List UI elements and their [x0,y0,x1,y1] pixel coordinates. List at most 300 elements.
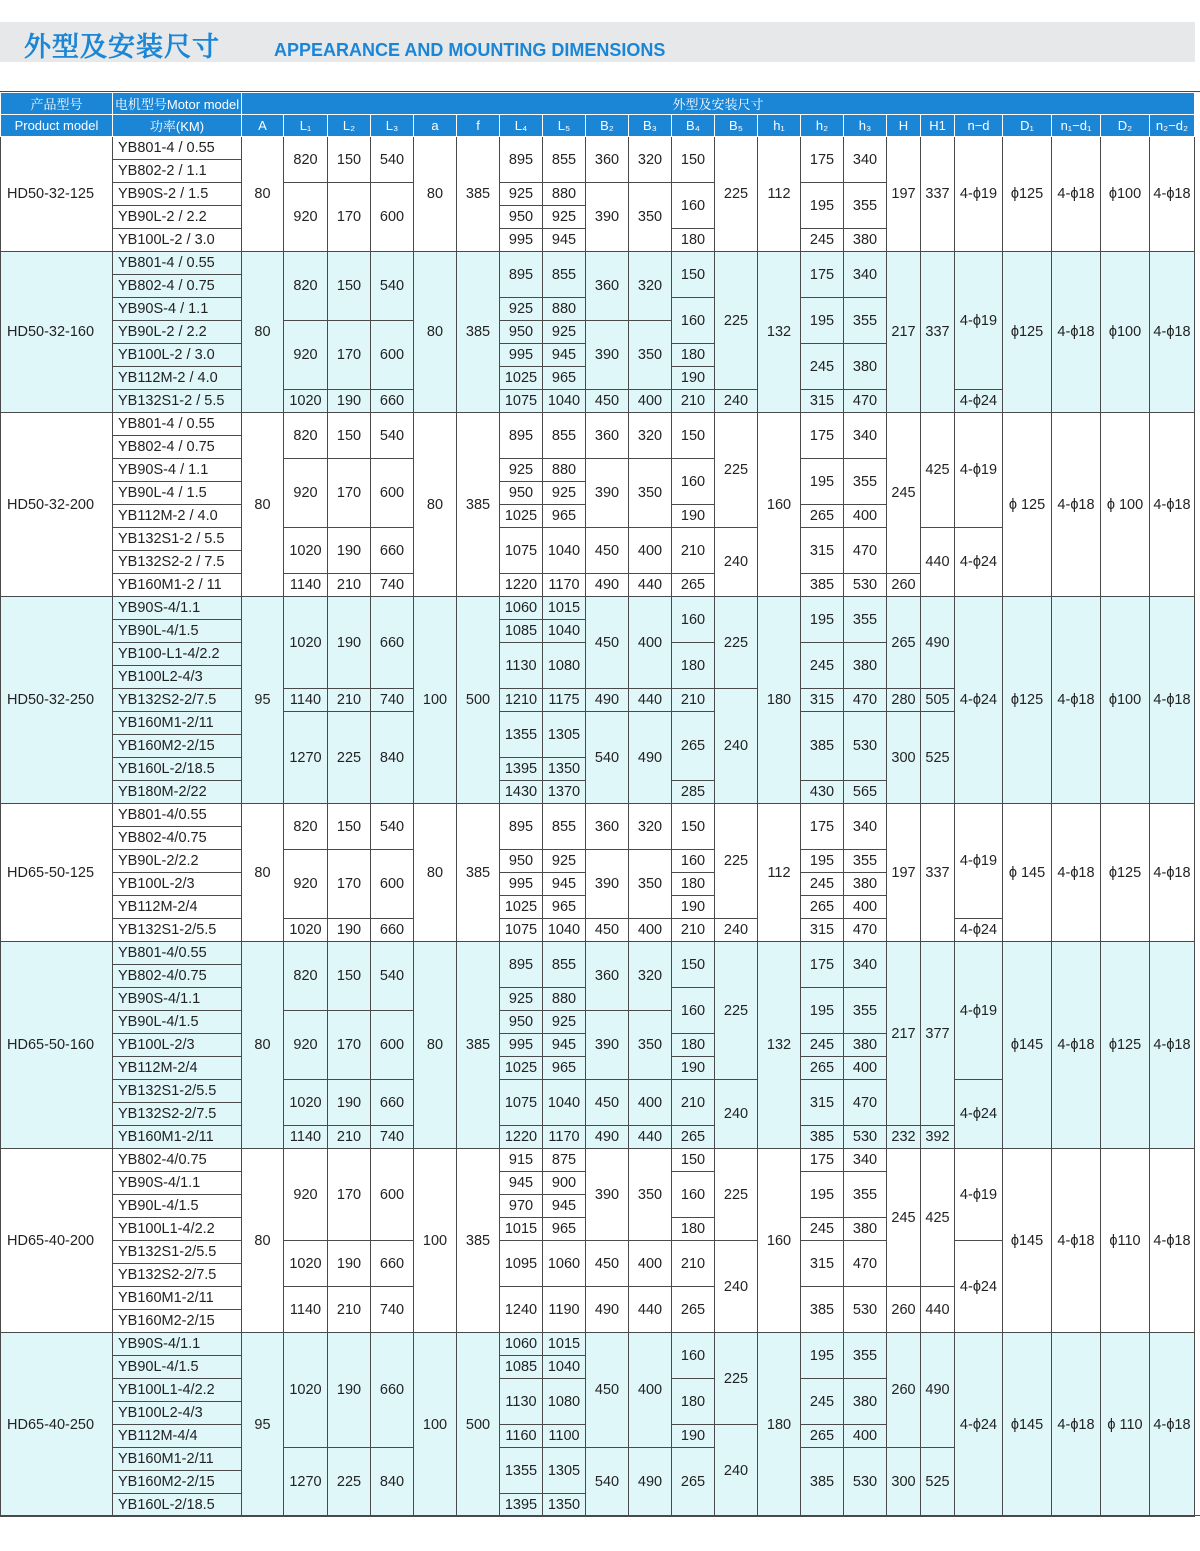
dimension-cell: 190 [328,919,371,942]
dimension-cell: 1025 [500,367,543,390]
table-row [1,1149,1195,1172]
dimension-cell: 80 [242,1149,284,1333]
dimension-cell: 600 [371,1149,414,1241]
dimension-cell: 95 [242,597,284,804]
dimension-cell: 80 [414,137,457,252]
dimension-cell: 320 [629,137,672,183]
dimension-cell: 195 [801,183,844,229]
dimension-cell: 170 [328,183,371,252]
dimension-cell: 315 [801,1241,844,1287]
dimension-cell: 1160 [500,1425,543,1448]
dimension-cell: 225 [715,597,758,689]
dimension-cell: 4-ϕ19 [955,252,1003,390]
dimension-cell: 380 [844,873,887,896]
header-col-16: h₃ [844,115,887,137]
dimension-cell: 100 [414,597,457,804]
dimension-cell: 4-ϕ18 [1150,1149,1195,1333]
dimension-cell: 440 [921,528,955,597]
dimension-cell: 320 [629,413,672,459]
dimension-cell: 80 [242,413,284,597]
dimension-cell: 390 [586,459,629,528]
dimension-cell: 995 [500,1034,543,1057]
dimension-cell: 1430 [500,781,543,804]
dimension-cell: 195 [801,850,844,873]
dimension-cell: 430 [801,781,844,804]
dimension-cell: 385 [801,574,844,597]
header-col-14: h₁ [758,115,801,137]
dimension-cell: 197 [887,137,921,252]
dimension-cell: 1020 [284,1241,328,1287]
table-row [1,252,1195,275]
dimension-cell: 950 [500,1011,543,1034]
dimension-cell: 95 [242,1333,284,1517]
motor-power-cell: YB90S-4/1.1 [113,1333,242,1356]
dimension-cell: 400 [844,896,887,919]
motor-power-cell: YB802-4/0.75 [113,965,242,988]
dimension-cell: 385 [801,1126,844,1149]
dimension-cell: 260 [887,574,921,597]
motor-power-cell: YB90L-4/1.5 [113,1356,242,1379]
dimension-cell: 4-ϕ24 [955,390,1003,413]
dimension-cell: 160 [758,413,801,597]
dimension-cell: 1220 [500,1126,543,1149]
dimension-cell: 245 [887,1149,921,1287]
dimension-cell: 150 [672,137,715,183]
dimension-cell: 740 [371,1287,414,1333]
dimension-cell: 600 [371,459,414,528]
dimension-cell: 175 [801,942,844,988]
dimension-cell: 4-ϕ24 [955,1241,1003,1333]
motor-power-cell: YB132S1-2 / 5.5 [113,528,242,551]
dimension-cell: 360 [586,252,629,321]
dimension-cell: 180 [758,597,801,804]
dimension-cell: 925 [543,321,586,344]
dimension-cell: 337 [921,804,955,942]
dimension-cell: 337 [921,252,955,413]
dimension-cell: 355 [844,850,887,873]
dimension-cell: ϕ145 [1003,1149,1052,1333]
dimension-cell: 225 [328,1448,371,1517]
dimension-cell: 4-ϕ18 [1052,413,1101,597]
motor-power-cell: YB132S2-2/7.5 [113,1264,242,1287]
motor-power-cell: YB90S-4 / 1.1 [113,459,242,482]
dimension-cell: 970 [500,1195,543,1218]
dimension-cell: 600 [371,321,414,390]
dimension-cell: 660 [371,390,414,413]
motor-power-cell: YB90L-2 / 2.2 [113,206,242,229]
motor-power-cell: YB802-4/0.75 [113,827,242,850]
dimension-cell: 1025 [500,505,543,528]
dimension-cell: 1175 [543,689,586,712]
header-col-1: 功率(KM) [113,115,242,137]
dimension-cell: 225 [715,1149,758,1241]
dimension-cell: 470 [844,390,887,413]
dimension-cell: 945 [543,229,586,252]
dimension-cell: 740 [371,689,414,712]
motor-power-cell: YB160M2-2/15 [113,1471,242,1494]
dimension-cell: 210 [328,689,371,712]
dimension-cell: 265 [672,1287,715,1333]
header-col-10: B₂ [586,115,629,137]
dimension-cell: 180 [672,1034,715,1057]
dimension-cell: 895 [500,942,543,988]
dimension-cell: 210 [672,689,715,712]
dimension-cell: 1020 [284,1080,328,1126]
dimension-cell: 180 [672,1218,715,1241]
dimension-cell: 360 [586,942,629,1011]
dimension-cell: 4-ϕ19 [955,137,1003,252]
dimension-cell: 390 [586,1011,629,1080]
dimension-cell: 225 [328,712,371,804]
dimension-cell: 4-ϕ18 [1052,942,1101,1149]
dimension-cell: 470 [844,1080,887,1126]
dimension-cell: 1305 [543,1448,586,1494]
dimension-cell: 945 [543,873,586,896]
dimension-cell: 995 [500,229,543,252]
dimension-cell: 1395 [500,1494,543,1517]
dimension-cell: 1015 [543,1333,586,1356]
dimension-cell: 470 [844,689,887,712]
dimension-cell: 225 [715,804,758,919]
dimension-cell: 150 [328,413,371,459]
dimension-cell: 380 [844,643,887,689]
dimension-cell: 100 [414,1149,457,1333]
dimension-cell: 1075 [500,390,543,413]
dimension-cell: 1355 [500,712,543,758]
dimension-cell: 4-ϕ18 [1150,252,1195,413]
motor-power-cell: YB90S-4 / 1.1 [113,298,242,321]
dimension-cell: 565 [844,781,887,804]
dimension-cell: 315 [801,528,844,574]
motor-power-cell: YB160M1-2/11 [113,1287,242,1310]
dimension-cell: 350 [629,1149,672,1241]
dimension-cell: 965 [543,505,586,528]
dimension-cell: 390 [586,850,629,919]
dimension-cell: 390 [586,183,629,252]
dimension-cell: 1140 [284,574,328,597]
motor-power-cell: YB132S2-2/7.5 [113,1103,242,1126]
dimension-cell: 160 [672,988,715,1034]
dimension-cell: 440 [921,1287,955,1333]
dimension-cell: 180 [672,1379,715,1425]
dimension-cell: 450 [586,528,629,574]
dimension-cell: 820 [284,804,328,850]
dimension-cell: 340 [844,137,887,183]
dimension-cell: 265 [672,574,715,597]
header-motor-model: 电机型号Motor model [113,93,242,115]
motor-power-cell: YB132S1-2/5.5 [113,1080,242,1103]
dimension-cell: ϕ145 [1003,942,1052,1149]
product-model-cell: HD50-32-160 [1,252,113,413]
dimension-cell: 160 [672,597,715,643]
dimension-cell: 1015 [500,1218,543,1241]
dimension-cell: 175 [801,804,844,850]
dimension-cell: 400 [629,390,672,413]
dimension-cell: 1140 [284,1287,328,1333]
table-row [1,137,1195,160]
dimension-cell: 385 [801,1448,844,1517]
dimension-cell: 195 [801,298,844,344]
dimension-cell: 540 [371,413,414,459]
dimension-cell: 160 [672,298,715,344]
dimension-cell: 175 [801,137,844,183]
dimension-cell: 925 [543,206,586,229]
dimension-cell: 240 [715,1241,758,1333]
dimension-cell: 440 [629,1126,672,1149]
dimension-cell: 950 [500,206,543,229]
dimension-cell: 265 [801,505,844,528]
dimension-cell: 965 [543,367,586,390]
dimensions-table [0,92,1195,1517]
dimension-cell: 1080 [543,643,586,689]
motor-power-cell: YB801-4 / 0.55 [113,252,242,275]
motor-power-cell: YB180M-2/22 [113,781,242,804]
dimension-cell: 300 [887,712,921,804]
dimension-cell: 450 [586,1241,629,1287]
motor-power-cell: YB132S1-2 / 5.5 [113,390,242,413]
dimension-cell: 920 [284,1011,328,1080]
dimension-cell: 880 [543,459,586,482]
motor-power-cell: YB801-4 / 0.55 [113,137,242,160]
dimension-cell: 950 [500,850,543,873]
dimension-cell: 1080 [543,1379,586,1425]
dimension-cell: ϕ 110 [1101,1333,1150,1517]
dimension-cell: 380 [844,1218,887,1241]
dimension-cell: 385 [457,413,500,597]
dimension-cell: 190 [328,390,371,413]
dimension-cell: 240 [715,1425,758,1517]
dimension-cell: 840 [371,1448,414,1517]
dimension-cell: 175 [801,413,844,459]
dimension-cell: 265 [672,1126,715,1149]
dimension-cell: 525 [921,712,955,804]
dimension-cell: 360 [586,804,629,850]
dimension-cell: 170 [328,321,371,390]
dimension-cell: 1075 [500,528,543,574]
motor-power-cell: YB132S2-2 / 7.5 [113,551,242,574]
dimension-cell: 945 [543,344,586,367]
dimension-cell: 180 [672,344,715,367]
dimension-cell: 300 [887,1448,921,1517]
motor-power-cell: YB90S-2 / 1.5 [113,183,242,206]
dimension-cell: 4-ϕ18 [1150,137,1195,252]
dimension-cell: 232 [887,1126,921,1149]
dimension-cell: 1085 [500,1356,543,1379]
motor-power-cell: YB90L-4/1.5 [113,1195,242,1218]
dimension-cell: 360 [586,137,629,183]
dimension-cell: 400 [629,1080,672,1126]
dimension-cell: 660 [371,597,414,689]
dimension-cell: 4-ϕ24 [955,919,1003,942]
dimension-cell: 450 [586,390,629,413]
table-top-rule [0,91,1200,92]
dimension-cell: 540 [586,712,629,804]
product-model-cell: HD65-40-200 [1,1149,113,1333]
dimension-cell: 80 [414,252,457,413]
dimension-cell: 490 [921,597,955,689]
dimension-cell: 265 [672,1448,715,1517]
dimension-cell: 355 [844,1333,887,1379]
dimension-cell: 385 [457,942,500,1149]
dimension-cell: ϕ 145 [1003,804,1052,942]
header-dimensions: 外型及安装尺寸 [242,93,1195,115]
dimension-cell: 392 [921,1126,955,1149]
dimension-cell: 895 [500,804,543,850]
dimension-cell: 1075 [500,919,543,942]
motor-power-cell: YB90S-4/1.1 [113,1172,242,1195]
dimension-cell: 540 [371,804,414,850]
dimension-cell: 1270 [284,712,328,804]
dimension-cell: 855 [543,252,586,298]
dimension-cell: 1355 [500,1448,543,1494]
dimension-cell: 190 [672,367,715,390]
dimension-cell: 540 [371,942,414,1011]
header-col-2: A [242,115,284,137]
dimension-cell: 245 [801,229,844,252]
dimension-cell: 600 [371,1011,414,1080]
dimension-cell: ϕ145 [1003,1333,1052,1517]
dimension-cell: 540 [371,137,414,183]
dimension-cell: 210 [672,1080,715,1126]
page-title-en: APPEARANCE AND MOUNTING DIMENSIONS [274,40,666,60]
dimension-cell: 895 [500,137,543,183]
dimension-cell: 855 [543,413,586,459]
dimension-cell: 660 [371,1241,414,1287]
header-col-8: L₄ [500,115,543,137]
motor-power-cell: YB112M-2/4 [113,896,242,919]
dimension-cell: 400 [844,505,887,528]
dimension-cell: 340 [844,413,887,459]
dimension-cell: 855 [543,942,586,988]
dimension-cell: 1060 [500,597,543,620]
dimension-cell: 1020 [284,528,328,574]
dimension-cell: 150 [672,942,715,988]
dimension-cell: 530 [844,1287,887,1333]
dimension-cell: 210 [328,1126,371,1149]
motor-power-cell: YB100L1-4/2.2 [113,1218,242,1241]
dimension-cell: 400 [844,1425,887,1448]
dimension-cell: 470 [844,528,887,574]
dimension-cell: 160 [758,1149,801,1333]
motor-power-cell: YB801-4/0.55 [113,804,242,827]
dimension-cell: 1020 [284,919,328,942]
dimension-cell: 380 [844,344,887,390]
motor-power-cell: YB100L-2/3 [113,1034,242,1057]
dimension-cell: 380 [844,1379,887,1425]
dimension-cell: 1025 [500,1057,543,1080]
header-product-cn: 产品型号 [1,93,113,115]
dimension-cell: 945 [543,1034,586,1057]
product-model-cell: HD65-40-250 [1,1333,113,1517]
dimension-cell: 265 [801,896,844,919]
dimension-cell: 600 [371,850,414,919]
dimension-cell: 355 [844,183,887,229]
dimension-cell: 440 [629,1287,672,1333]
dimension-cell: 425 [921,1149,955,1287]
dimension-cell: 4-ϕ24 [955,1333,1003,1517]
dimension-cell: 245 [801,1218,844,1241]
dimension-cell: 965 [543,896,586,919]
dimension-cell: 500 [457,597,500,804]
dimension-cell: 385 [457,252,500,413]
dimension-cell: 1170 [543,1126,586,1149]
header-col-17: H [887,115,921,137]
motor-power-cell: YB90L-4/1.5 [113,1011,242,1034]
dimension-cell: 160 [672,850,715,873]
dimension-cell: 505 [921,689,955,712]
motor-power-cell: YB100L-2 / 3.0 [113,344,242,367]
dimension-cell: 190 [328,1241,371,1287]
motor-power-cell: YB160M1-2 / 11 [113,574,242,597]
dimension-cell: ϕ125 [1003,252,1052,413]
dimension-cell: 190 [672,1425,715,1448]
dimension-cell: 4-ϕ24 [955,528,1003,597]
dimension-cell: 740 [371,1126,414,1149]
dimension-cell: 350 [629,183,672,252]
header-col-13: B₅ [715,115,758,137]
dimension-cell: ϕ110 [1101,1149,1150,1333]
motor-power-cell: YB112M-4/4 [113,1425,242,1448]
dimension-cell: 470 [844,919,887,942]
dimension-cell: 175 [801,252,844,298]
dimension-cell: 1085 [500,620,543,643]
motor-power-cell: YB112M-2 / 4.0 [113,505,242,528]
dimension-cell: 925 [500,298,543,321]
motor-power-cell: YB160L-2/18.5 [113,758,242,781]
dimension-cell: 160 [672,183,715,229]
dimension-cell: 4-ϕ18 [1150,413,1195,597]
dimension-cell: 355 [844,1172,887,1218]
table-row [1,597,1195,620]
product-model-cell: HD50-32-200 [1,413,113,597]
dimension-cell: 530 [844,1126,887,1149]
motor-power-cell: YB160M1-2/11 [113,712,242,735]
dimension-cell: 80 [242,804,284,942]
dimension-cell: ϕ 100 [1101,413,1150,597]
dimension-cell: 170 [328,1011,371,1080]
dimension-cell: 245 [801,873,844,896]
dimension-cell: 160 [672,1333,715,1379]
dimension-cell: 400 [629,919,672,942]
dimension-cell: 540 [371,252,414,321]
dimension-cell: 190 [328,528,371,574]
dimension-cell: 80 [242,252,284,413]
dimension-cell: 1060 [500,1333,543,1356]
dimension-cell: 490 [586,1287,629,1333]
table-bottom-rule [0,1515,1200,1516]
dimension-cell: 190 [672,896,715,919]
motor-power-cell: YB801-4/0.55 [113,942,242,965]
dimension-cell: 1370 [543,781,586,804]
dimension-cell: 490 [586,574,629,597]
dimension-cell: 530 [844,712,887,781]
dimension-cell: 175 [801,1149,844,1172]
dimension-cell: 280 [887,689,921,712]
motor-power-cell: YB100L1-4/2.2 [113,1379,242,1402]
dimension-cell: 600 [371,183,414,252]
dimension-cell: 995 [500,873,543,896]
dimension-cell: 840 [371,712,414,804]
dimension-cell: 1170 [543,574,586,597]
dimension-cell: 920 [284,183,328,252]
dimension-cell: 180 [672,229,715,252]
dimension-cell: 170 [328,850,371,919]
dimension-cell: 525 [921,1448,955,1517]
dimension-cell: 820 [284,137,328,183]
header-col-9: L₅ [543,115,586,137]
dimension-cell: 285 [672,781,715,804]
dimension-cell: 925 [500,988,543,1011]
